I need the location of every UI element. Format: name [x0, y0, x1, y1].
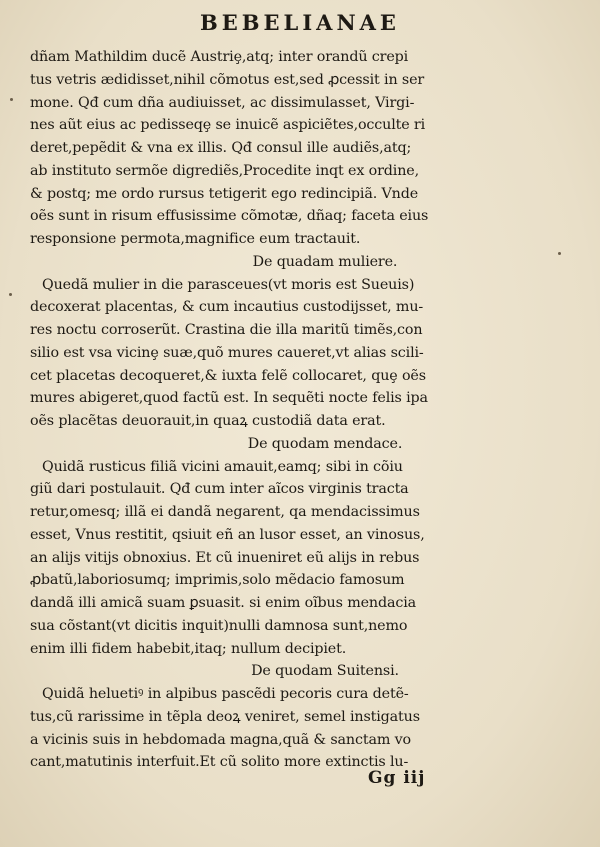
text-line: decoxerat placentas, & cum incautius custodijsset, mu-	[30, 299, 424, 316]
body-text	[30, 46, 580, 774]
text-line: retur,omesq; illã ei dandã negarent, qa mendacissimus	[30, 504, 420, 520]
text-line: Quedã mulier in die parasceues(vt moris est Sueuis)	[42, 276, 415, 293]
margin-speck	[558, 252, 561, 255]
section-heading: De quodam Suitensi.	[251, 663, 399, 680]
text-line: tus vetris ædidisset,nihil cõmotus est,sed ꝓcessit in ser	[30, 71, 425, 88]
text-line: oẽs placẽtas deuorauit,in quaꝝ custodiã data erat.	[30, 413, 386, 429]
text-line: ꝓbatũ,laboriosumq; imprimis,solo mẽdacio famosum	[30, 572, 405, 589]
text-line: ab instituto sermõe digrediẽs,Procedite inqt ex ordine,	[30, 162, 419, 179]
text-line: mone. Qđ cum dña audiuisset, ac dissimulasset, Virgi-	[30, 94, 415, 111]
text-line: an alijs vitijs obnoxius. Et cũ inueniret eũ alijs in rebus	[30, 549, 420, 566]
text-line: a vicinis suis in hebdomada magna,quã & sanctam vo	[30, 731, 412, 748]
text-line: cant,matutinis interfuit.Et cũ solito more extinctis lu-	[30, 754, 409, 771]
text-line: & postq; me ordo rursus tetigerit ego redincipiã. Vnde	[30, 185, 419, 202]
signature-mark: Gg iij	[368, 768, 426, 788]
text-line: responsione permota,magnifice eum tractauit.	[30, 231, 361, 247]
margin-speck	[10, 98, 13, 101]
running-title: BEBELIANAE	[200, 10, 400, 35]
text-line: giũ dari postulauit. Qđ cum inter aĩcos virginis tracta	[30, 481, 409, 498]
text-line: dandã illi amicã suam ꝑsuasit. si enim oĩbus mendacia	[30, 595, 416, 611]
text-line: res noctu corroserũt. Crastina die illa maritũ timẽs,con	[30, 322, 423, 338]
section-heading: De quodam mendace.	[247, 435, 403, 452]
text-line: Quidã rusticus filiã vicini amauit,eamq; sibi in cõiu	[42, 458, 403, 475]
text-line: dñam Mathildim ducẽ Austriȩ,atq; inter orandũ crepi	[30, 49, 409, 65]
text-line: nes aũt eius ac pedisseqȩ se inuicẽ aspiciẽtes,occulte ri	[30, 117, 426, 134]
text-line: cet placetas decoqueret,& iuxta felẽ collocaret, quȩ oẽs	[30, 367, 426, 384]
text-line: enim illi fidem habebit,itaq; nullum decipiet.	[30, 640, 347, 657]
text-line: esset, Vnus restitit, qsiuit eñ an lusor esset, an vinosus,	[30, 526, 425, 543]
text-line: oẽs sunt in risum effusissime cõmotæ, dñaq; faceta eius	[30, 208, 429, 225]
text-line: sua cõstant(vt dicitis inquit)nulli damnosa sunt,nemo	[30, 617, 408, 634]
text-line: tus,cũ rarissime in tẽpla deoꝝ veniret, semel instigatus	[30, 708, 420, 725]
text-line: Quidã heluetiꝰ in alpibus pascẽdi pecoris cura detẽ-	[42, 686, 409, 702]
text-line: deret,pepẽdit & vna ex illis. Qđ consul ille audiẽs,atq;	[30, 140, 412, 156]
text-line: silio est vsa vicinȩ suæ,quõ mures caueret,vt alias scili-	[30, 344, 424, 361]
section-heading: De quadam muliere.	[252, 253, 398, 270]
text-line: mures abigeret,quod factũ est. In sequẽti nocte felis ipa	[30, 390, 428, 407]
margin-speck	[9, 293, 12, 296]
